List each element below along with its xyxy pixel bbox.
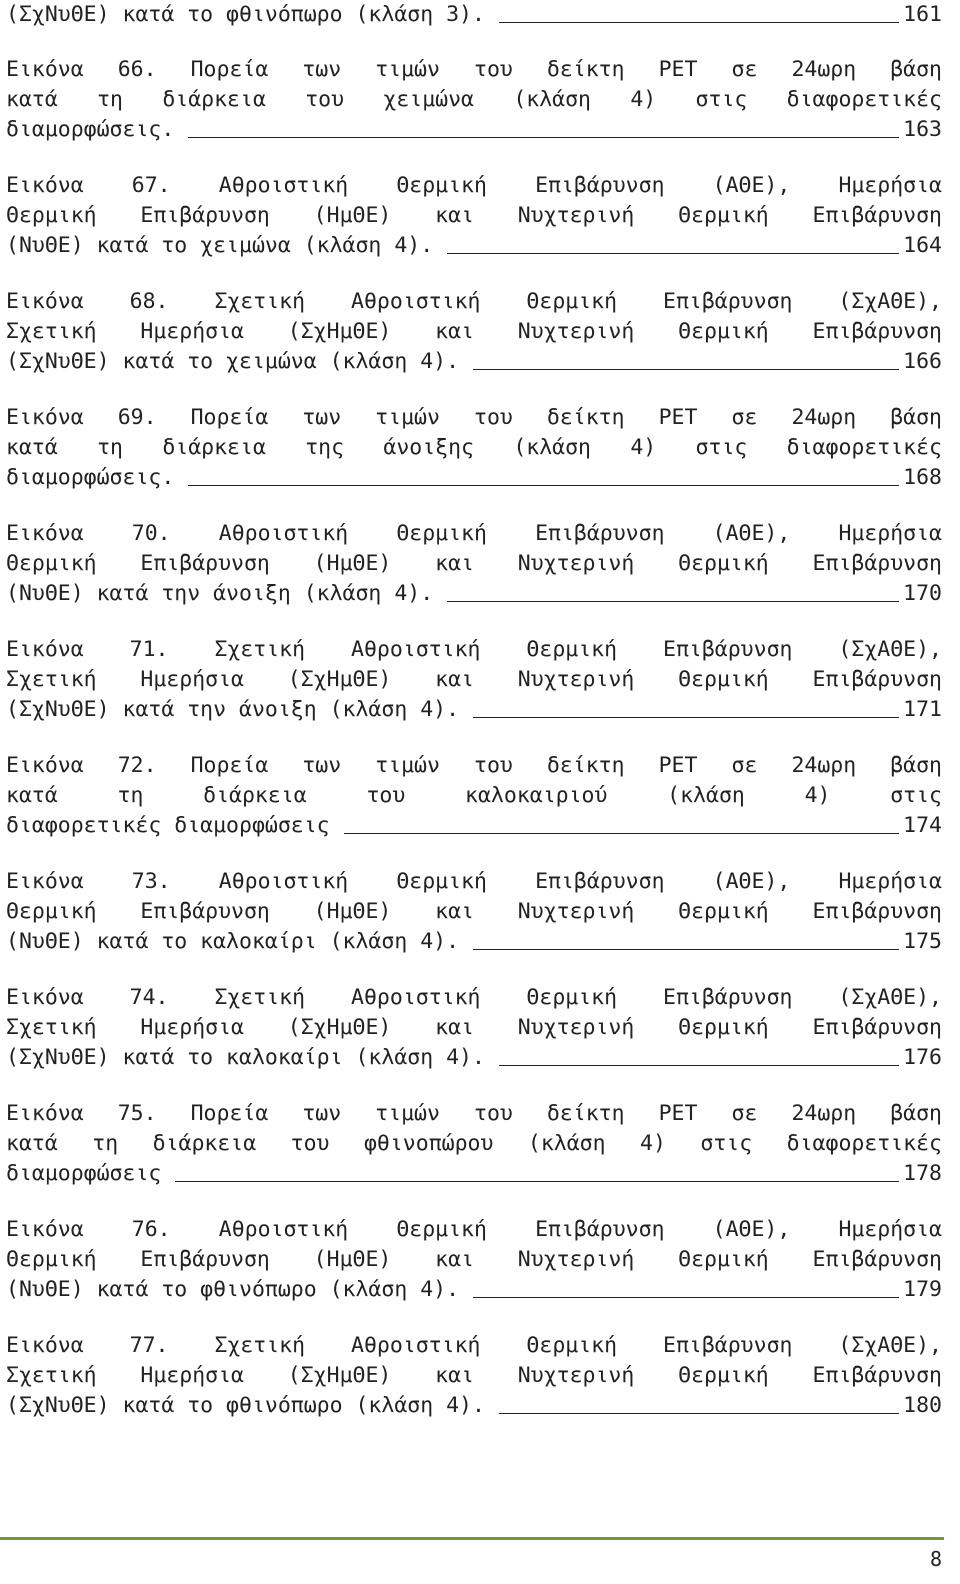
- toc-page-number[interactable]: 176: [903, 1045, 942, 1070]
- toc-leader-line: [473, 717, 899, 718]
- toc-entry-line: Εικόνα 73. Αθροιστική Θερμική Επιβάρυνση (ΑΘΕ), Ημερήσια: [6, 869, 942, 894]
- toc-entry-line: Εικόνα 68. Σχετική Αθροιστική Θερμική Επιβάρυνση (ΣχΑΘΕ),: [6, 289, 942, 314]
- toc-entry-line: κατά τη διάρκεια του χειμώνα (κλάση 4) στις διαφορετικές: [6, 87, 942, 112]
- toc-leader-line: [447, 253, 899, 254]
- toc-entry[interactable]: [6, 519, 942, 609]
- toc-entry[interactable]: [6, 1215, 942, 1305]
- toc-page-number[interactable]: 163: [903, 117, 942, 142]
- toc-entry[interactable]: [6, 287, 942, 377]
- toc-entry-line: διαμορφώσεις.: [6, 117, 175, 142]
- toc-entry[interactable]: [6, 983, 942, 1073]
- toc-page-number[interactable]: 170: [903, 581, 942, 606]
- toc-entry-line: Εικόνα 76. Αθροιστική Θερμική Επιβάρυνση (ΑΘΕ), Ημερήσια: [6, 1217, 942, 1242]
- toc-entry-line: (ΝυΘΕ) κατά το καλοκαίρι (κλάση 4).: [6, 929, 460, 954]
- toc-entry-line: Σχετική Ημερήσια (ΣχΗμΘΕ) και Νυχτερινή Θερμική Επιβάρυνση: [6, 1363, 942, 1388]
- toc-entry-line: (ΝυΘΕ) κατά την άνοιξη (κλάση 4).: [6, 581, 434, 606]
- toc-entry-line: Θερμική Επιβάρυνση (ΗμΘΕ) και Νυχτερινή Θερμική Επιβάρυνση: [6, 899, 942, 924]
- toc-entry-last-line: [6, 927, 942, 957]
- toc-leader-line: [499, 22, 899, 23]
- toc-page-number[interactable]: 180: [903, 1393, 942, 1418]
- toc-entry-last-line: [6, 1391, 942, 1421]
- list-of-figures: [6, 0, 942, 1447]
- toc-entry-line: (ΣχΝυΘΕ) κατά το φθινόπωρο (κλάση 4).: [6, 1393, 485, 1418]
- toc-page-number[interactable]: 178: [903, 1161, 942, 1186]
- toc-entry-line: (ΣχΝυΘΕ) κατά το καλοκαίρι (κλάση 4).: [6, 1045, 485, 1070]
- toc-entry-last-line: [6, 115, 942, 145]
- toc-entry[interactable]: [6, 867, 942, 957]
- toc-entry-line: Εικόνα 66. Πορεία των τιμών του δείκτη PET σε 24ωρη βάση: [6, 57, 942, 82]
- toc-entry-last-line: [6, 1275, 942, 1305]
- toc-entry-line: Θερμική Επιβάρυνση (ΗμΘΕ) και Νυχτερινή Θερμική Επιβάρυνση: [6, 551, 942, 576]
- toc-page-number[interactable]: 175: [903, 929, 942, 954]
- toc-entry[interactable]: [6, 1331, 942, 1421]
- toc-leader-line: [499, 1065, 899, 1066]
- toc-entry-line: κατά τη διάρκεια του φθινοπώρου (κλάση 4) στις διαφορετικές: [6, 1131, 942, 1156]
- toc-entry-line: Εικόνα 74. Σχετική Αθροιστική Θερμική Επιβάρυνση (ΣχΑΘΕ),: [6, 985, 942, 1010]
- toc-entry[interactable]: [6, 1099, 942, 1189]
- toc-entry-last-line: [6, 1043, 942, 1073]
- toc-entry-last-line: [6, 1159, 942, 1189]
- toc-entry-line: Εικόνα 72. Πορεία των τιμών του δείκτη PET σε 24ωρη βάση: [6, 753, 942, 778]
- toc-entry[interactable]: [6, 55, 942, 145]
- toc-entry-line: (ΣχΝυΘΕ) κατά το χειμώνα (κλάση 4).: [6, 349, 460, 374]
- footer-rule: [0, 1537, 944, 1540]
- page-number: 8: [929, 1547, 942, 1571]
- toc-entry-line: (ΝυΘΕ) κατά το χειμώνα (κλάση 4).: [6, 233, 434, 258]
- toc-leader-line: [473, 949, 899, 950]
- toc-entry-last-line: [6, 579, 942, 609]
- toc-entry[interactable]: [6, 0, 942, 30]
- toc-leader-line: [499, 1413, 899, 1414]
- toc-entry-last-line: [6, 463, 942, 493]
- toc-page-number[interactable]: 174: [903, 813, 942, 838]
- toc-page-number[interactable]: 171: [903, 697, 942, 722]
- toc-page-number[interactable]: 179: [903, 1277, 942, 1302]
- toc-entry-line: Εικόνα 67. Αθροιστική Θερμική Επιβάρυνση (ΑΘΕ), Ημερήσια: [6, 173, 942, 198]
- toc-leader-line: [473, 369, 899, 370]
- toc-page-number[interactable]: 161: [903, 2, 942, 27]
- toc-entry-line: Εικόνα 71. Σχετική Αθροιστική Θερμική Επιβάρυνση (ΣχΑΘΕ),: [6, 637, 942, 662]
- toc-entry[interactable]: [6, 635, 942, 725]
- toc-entry-last-line: [6, 347, 942, 377]
- toc-entry-line: Θερμική Επιβάρυνση (ΗμΘΕ) και Νυχτερινή Θερμική Επιβάρυνση: [6, 203, 942, 228]
- toc-entry-line: Εικόνα 70. Αθροιστική Θερμική Επιβάρυνση (ΑΘΕ), Ημερήσια: [6, 521, 942, 546]
- toc-entry-line: Εικόνα 77. Σχετική Αθροιστική Θερμική Επιβάρυνση (ΣχΑΘΕ),: [6, 1333, 942, 1358]
- toc-page-number[interactable]: 168: [903, 465, 942, 490]
- toc-entry-line: διαμορφώσεις.: [6, 465, 175, 490]
- toc-entry[interactable]: [6, 403, 942, 493]
- toc-leader-line: [175, 1181, 899, 1182]
- toc-entry-line: Σχετική Ημερήσια (ΣχΗμΘΕ) και Νυχτερινή Θερμική Επιβάρυνση: [6, 1015, 942, 1040]
- toc-entry-last-line: [6, 811, 942, 841]
- toc-entry-line: Θερμική Επιβάρυνση (ΗμΘΕ) και Νυχτερινή Θερμική Επιβάρυνση: [6, 1247, 942, 1272]
- toc-leader-line: [447, 601, 899, 602]
- toc-entry-last-line: [6, 231, 942, 261]
- toc-entry[interactable]: [6, 751, 942, 841]
- toc-page-number[interactable]: 166: [903, 349, 942, 374]
- toc-entry-line: διαφορετικές διαμορφώσεις: [6, 813, 330, 838]
- toc-entry-line: διαμορφώσεις: [6, 1161, 162, 1186]
- toc-entry-line: (ΝυΘΕ) κατά το φθινόπωρο (κλάση 4).: [6, 1277, 460, 1302]
- toc-entry-line: κατά τη διάρκεια του καλοκαιριού (κλάση 4) στις: [6, 783, 942, 808]
- toc-leader-line: [188, 137, 899, 138]
- toc-page-number[interactable]: 164: [903, 233, 942, 258]
- toc-leader-line: [344, 833, 900, 834]
- toc-entry-line: (ΣχΝυΘΕ) κατά την άνοιξη (κλάση 4).: [6, 697, 460, 722]
- toc-entry-line: Εικόνα 69. Πορεία των τιμών του δείκτη PET σε 24ωρη βάση: [6, 405, 942, 430]
- toc-entry[interactable]: [6, 171, 942, 261]
- toc-entry-line: Σχετική Ημερήσια (ΣχΗμΘΕ) και Νυχτερινή Θερμική Επιβάρυνση: [6, 667, 942, 692]
- toc-entry-last-line: [6, 0, 942, 30]
- toc-entry-line: Σχετική Ημερήσια (ΣχΗμΘΕ) και Νυχτερινή Θερμική Επιβάρυνση: [6, 319, 942, 344]
- toc-leader-line: [473, 1297, 899, 1298]
- toc-leader-line: [188, 485, 899, 486]
- toc-entry-line: (ΣχΝυΘΕ) κατά το φθινόπωρο (κλάση 3).: [6, 2, 485, 27]
- toc-entry-line: κατά τη διάρκεια της άνοιξης (κλάση 4) στις διαφορετικές: [6, 435, 942, 460]
- toc-entry-last-line: [6, 695, 942, 725]
- toc-entry-line: Εικόνα 75. Πορεία των τιμών του δείκτη PET σε 24ωρη βάση: [6, 1101, 942, 1126]
